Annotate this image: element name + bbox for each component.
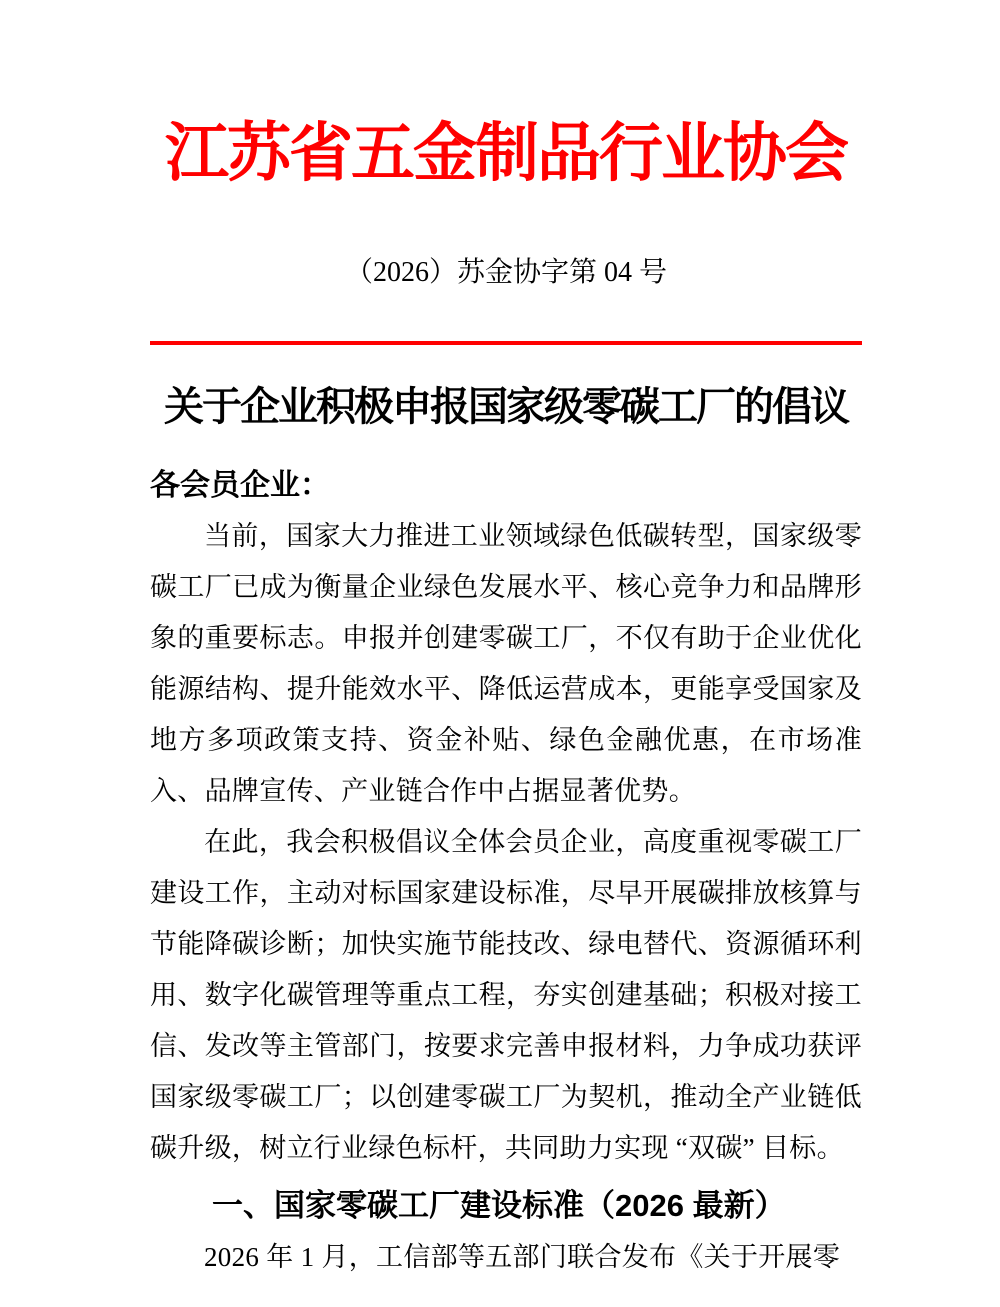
section-first-line: 2026 年 1 月，工信部等五部门联合发布《关于开展零 — [204, 1242, 841, 1272]
doc-number: （2026）苏金协字第 04 号 — [344, 257, 667, 288]
body-paragraph-2: 在此，我会积极倡议全体会员企业，高度重视零碳工厂建设工作，主动对标国家建设标准，尽早开展碳排放核算与节能降碳诊断；加快实施节能技改、绿电替代、资源循环利用、数字化碳管理等重点工程，夯实创建基础；积极对接工信、发改等主管部门，按要求完善申报材料，力争成功获评国家级零碳工厂；以创建零碳工厂为契机，推动全产业链低碳升级，树立行业绿色标杆，共同助力实现 “双碳” 目标。 — [150, 827, 862, 1163]
body-paragraph-1: 当前，国家大力推进工业领域绿色低碳转型，国家级零碳工厂已成为衡量企业绿色发展水平、核心竞争力和品牌形象的重要标志。申报并创建零碳工厂，不仅有助于企业优化能源结构、提升能效水平、降低运营成本，更能享受国家及地方多项政策支持、资金补贴、绿色金融优惠，在市场准入、品牌宣传、产业链合作中占据显著优势。 — [150, 521, 862, 806]
letterhead — [150, 116, 862, 345]
salutation: 各会员企业： — [150, 469, 330, 502]
document-title: 关于企业积极申报国家级零碳工厂的倡议 — [164, 384, 848, 429]
document-content — [0, 116, 1000, 1283]
association-name: 江苏省五金制品行业协会 — [165, 118, 847, 189]
section-heading: 一、国家零碳工厂建设标准（2026 最新） — [212, 1188, 786, 1223]
red-divider-line — [150, 341, 862, 345]
